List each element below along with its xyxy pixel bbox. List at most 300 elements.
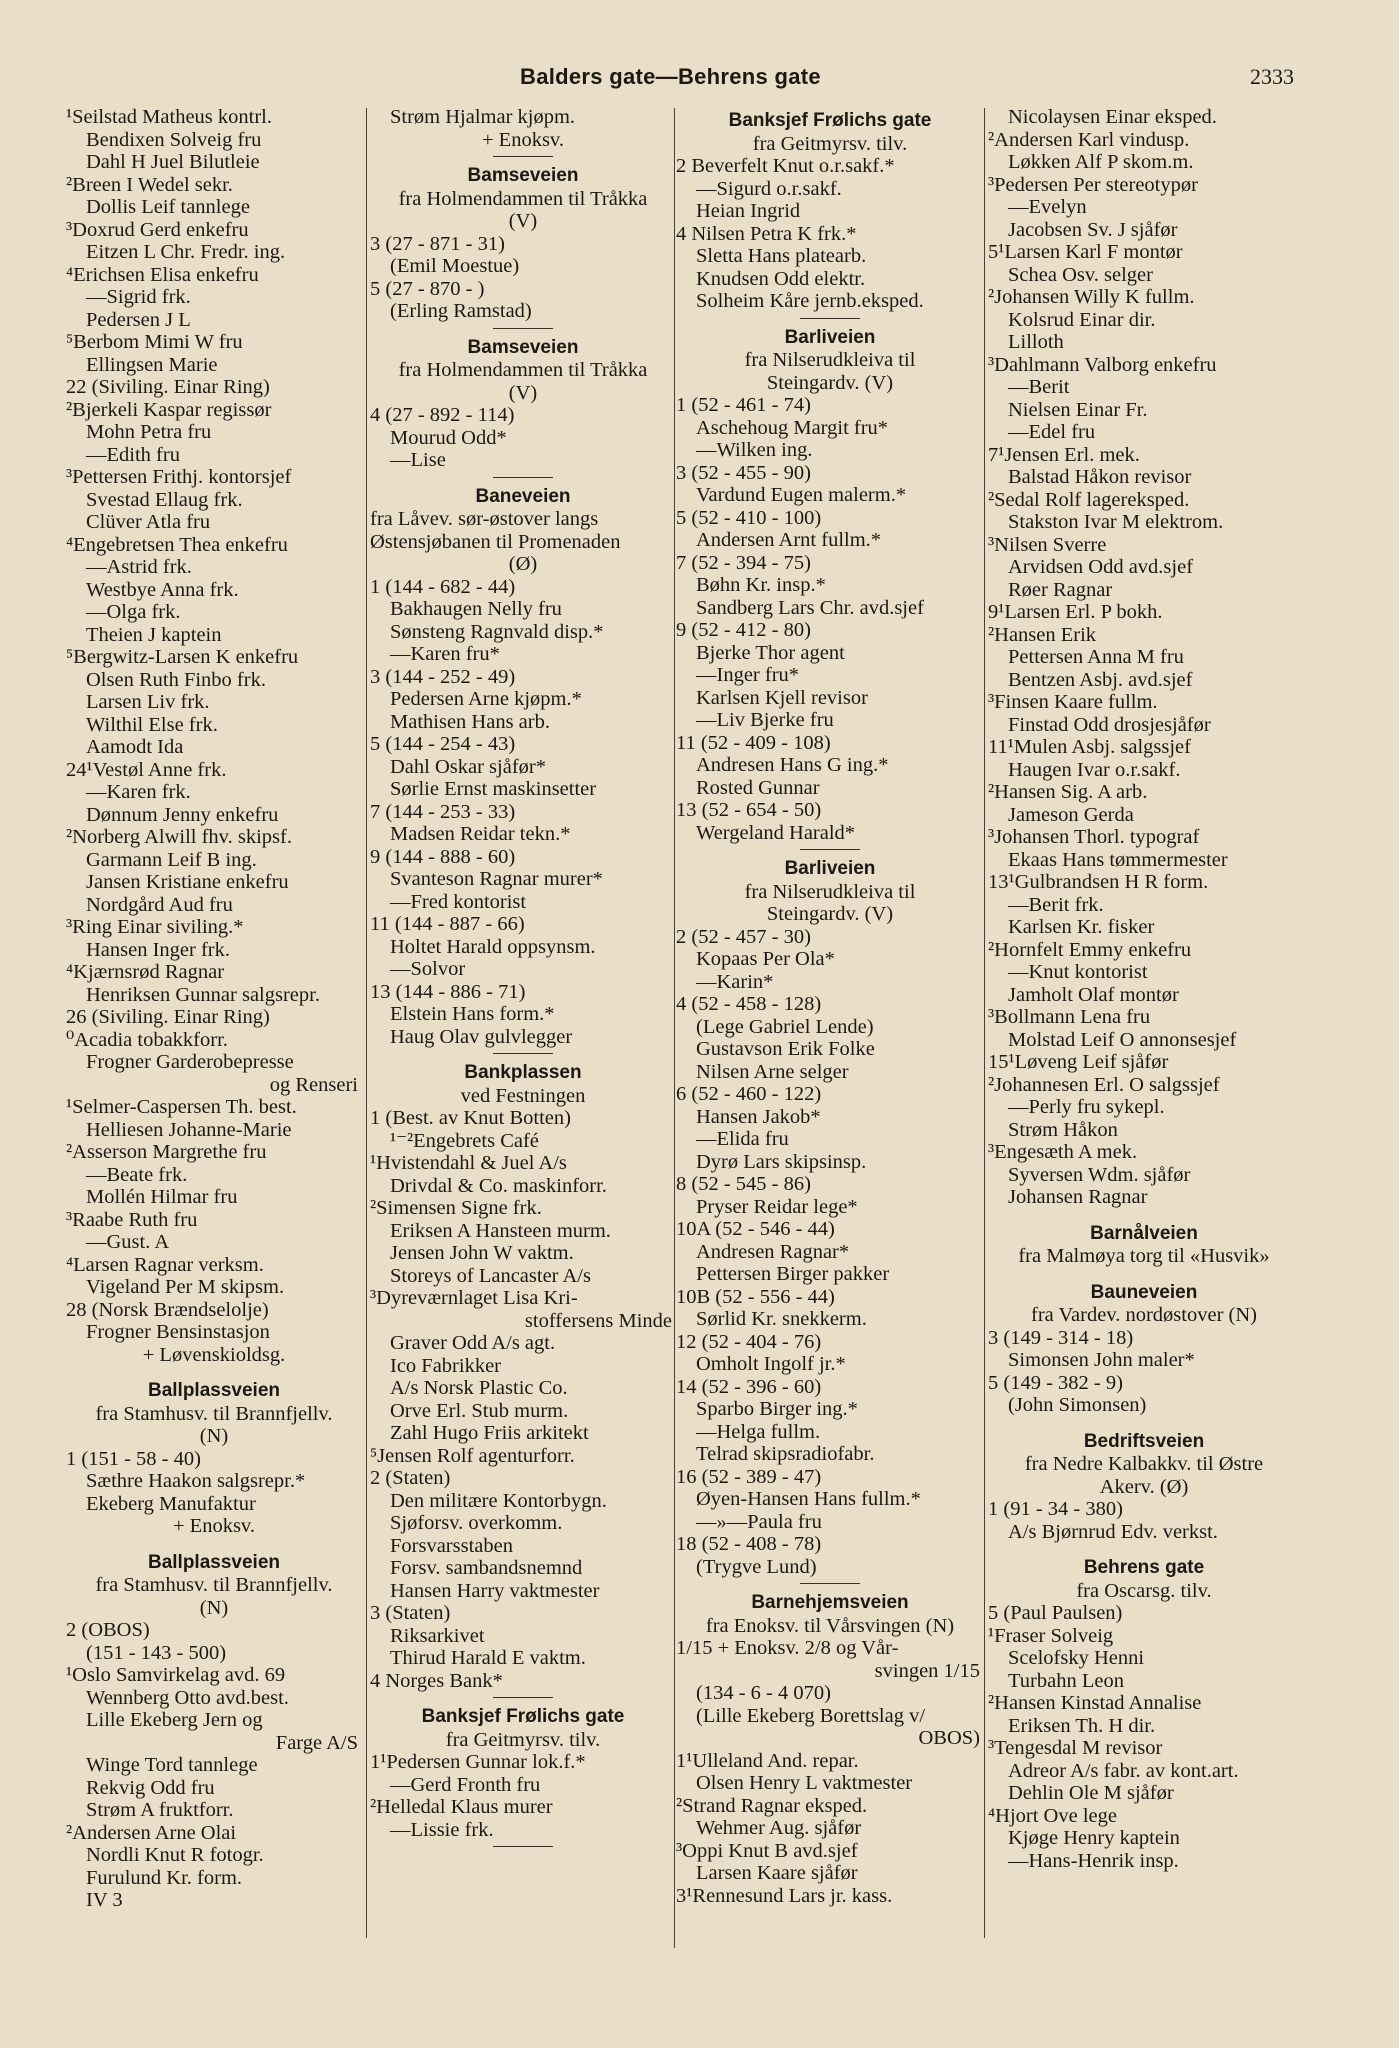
directory-line: OBOS) [918, 1727, 980, 1749]
directory-line: ³Finsen Kaare fullm. [988, 691, 1158, 713]
directory-line: 5 (52 - 410 - 100) [676, 506, 822, 529]
directory-line: Pettersen Birger pakker [696, 1263, 890, 1285]
directory-line: Balstad Håkon revisor [1008, 466, 1192, 488]
directory-line: —Olga frk. [86, 601, 181, 623]
street-heading: Barliveien [784, 326, 876, 348]
directory-line: ²Norberg Alwill fhv. skipsf. [66, 826, 292, 848]
directory-line: 1 (144 - 682 - 44) [370, 575, 516, 598]
section-separator [370, 1841, 676, 1851]
directory-line: —Evelyn [1008, 196, 1087, 218]
directory-line: fra Nilserudkleiva til [744, 880, 916, 903]
street-heading: Banksjef Frølichs gate [728, 110, 932, 131]
directory-line: Steingardv. (V) [766, 371, 894, 394]
directory-line: Nilsen Arne selger [696, 1060, 849, 1083]
directory-line: —Knut kontorist [1008, 961, 1148, 983]
directory-line: ²Helledal Klaus murer [370, 1796, 553, 1818]
directory-line: Farge A/S [275, 1731, 358, 1754]
directory-line: (Erling Ramstad) [390, 300, 532, 322]
directory-line: Strøm Hjalmar kjøpm. [390, 106, 576, 128]
directory-line: Pedersen J L [86, 308, 191, 331]
directory-line: Sæthre Haakon salgsrepr.* [86, 1470, 306, 1492]
directory-line: Ekaas Hans tømmermester [1008, 848, 1228, 871]
page-title: Balders gate—Behrens gate [520, 64, 821, 89]
directory-line: —Lise [390, 449, 446, 471]
directory-line: ²Bjerkeli Kaspar regissør [66, 398, 272, 421]
directory-line: Hansen Jakob* [696, 1105, 821, 1128]
directory-line: 5 (Paul Paulsen) [988, 1602, 1123, 1624]
directory-line: Dyrø Lars skipsinsp. [696, 1150, 867, 1173]
directory-line: 3 (144 - 252 - 49) [370, 665, 516, 688]
directory-line: Drivdal & Co. maskinforr. [390, 1174, 607, 1197]
directory-line: ⁵Berbom Mimi W fru [66, 331, 243, 353]
section-gap [988, 1268, 1300, 1278]
directory-line: (Ø) [508, 553, 538, 575]
directory-line: ²Hansen Kinstad Annalise [988, 1692, 1202, 1714]
directory-line: Nielsen Einar Fr. [1008, 398, 1148, 421]
directory-line: Øyen-Hansen Hans fullm.* [696, 1488, 921, 1510]
directory-line: Hansen Harry vaktmester [390, 1579, 600, 1602]
directory-line: (Trygve Lund) [696, 1555, 817, 1578]
directory-line: (N) [199, 1425, 229, 1447]
street-heading: Bauneveien [1090, 1281, 1198, 1303]
section-separator [676, 1578, 984, 1588]
directory-line: ¹⁻²Engebrets Café [390, 1129, 539, 1152]
directory-line: —Elida fru [696, 1128, 789, 1150]
directory-line: 3¹Rennesund Lars jr. kass. [676, 1884, 893, 1907]
directory-line: Scelofsky Henni [1008, 1647, 1145, 1669]
directory-line: ²Andersen Karl vindusp. [988, 128, 1190, 151]
section-separator [370, 1692, 676, 1702]
directory-line: fra Malmøya torg til «Husvik» [1018, 1245, 1270, 1267]
directory-line: —Gust. A [86, 1231, 170, 1253]
directory-line: —Solvor [390, 958, 466, 980]
street-heading: Baneveien [475, 485, 571, 507]
directory-line: ³Johansen Thorl. typograf [988, 826, 1200, 848]
directory-line: 1 (Best. av Knut Botten) [370, 1107, 571, 1129]
directory-line: ³Raabe Ruth fru [66, 1208, 198, 1231]
directory-line: Vigeland Per M skipsm. [86, 1276, 285, 1298]
directory-line: (N) [199, 1596, 229, 1619]
directory-line: fra Låvev. sør-østover langs [370, 508, 599, 530]
directory-line: Andresen Hans G ing.* [696, 754, 889, 776]
directory-line: —Karin* [696, 970, 774, 993]
directory-line: Sandberg Lars Chr. avd.sjef [696, 596, 924, 619]
directory-line: ³Nilsen Sverre [988, 533, 1107, 556]
street-heading: Behrens gate [1083, 1557, 1205, 1578]
directory-line: fra Geitmyrsv. tilv. [752, 132, 908, 155]
directory-line: 12 (52 - 404 - 76) [676, 1330, 822, 1353]
directory-line: Frogner Garderobepresse [86, 1051, 294, 1073]
directory-line: 2 (52 - 457 - 30) [676, 925, 811, 948]
directory-line: Forsvarsstaben [390, 1534, 513, 1557]
directory-line: Dahl H Juel Bilutleie [86, 151, 260, 173]
directory-line: 13¹Gulbrandsen H R form. [988, 871, 1209, 893]
directory-line: 9¹Larsen Erl. P bokh. [988, 601, 1163, 623]
directory-line: 5 (144 - 254 - 43) [370, 733, 516, 755]
section-gap [66, 1538, 362, 1548]
directory-line: ¹Hvistendahl & Juel A/s [370, 1152, 567, 1174]
directory-line: Strøm A fruktforr. [86, 1799, 234, 1821]
directory-line: Sønsteng Ragnvald disp.* [390, 620, 604, 643]
directory-line: 1¹Pedersen Gunnar lok.f.* [370, 1751, 586, 1773]
directory-line: Nordgård Aud fru [86, 893, 233, 916]
directory-line: ³Ring Einar siviling.* [66, 916, 244, 938]
directory-line: 4 (52 - 458 - 128) [676, 993, 822, 1015]
directory-line: Lille Ekeberg Jern og [86, 1709, 263, 1731]
directory-line: —Fred kontorist [390, 890, 527, 913]
directory-line: 4 (27 - 892 - 114) [370, 404, 515, 426]
directory-line: 6 (52 - 460 - 122) [676, 1083, 822, 1105]
street-heading: Barliveien [784, 858, 876, 879]
directory-line: 13 (144 - 886 - 71) [370, 980, 526, 1003]
directory-line: —Perly fru sykepl. [1008, 1096, 1165, 1118]
directory-line: 13 (52 - 654 - 50) [676, 799, 822, 821]
directory-line: fra Holmendammen til Tråkka [398, 187, 648, 210]
directory-line: ³Bollmann Lena fru [988, 1006, 1151, 1028]
directory-line: Lilloth [1008, 331, 1064, 353]
directory-line: Clüver Atla fru [86, 511, 211, 533]
directory-line: ³Dyreværnlaget Lisa Kri- [370, 1287, 578, 1309]
directory-line: Wehmer Aug. sjåfør [696, 1817, 862, 1839]
directory-line: ³Engesæth A mek. [988, 1141, 1138, 1163]
directory-line: Den militære Kontorbygn. [390, 1489, 607, 1512]
street-heading: Ballplassveien [147, 1380, 281, 1401]
directory-line: Eitzen L Chr. Fredr. ing. [86, 241, 286, 263]
directory-line: 9 (52 - 412 - 80) [676, 619, 811, 641]
street-heading: Bedriftsveien [1083, 1430, 1205, 1452]
directory-line: Molstad Leif O annonsesjef [1008, 1028, 1237, 1051]
directory-line: ⁰Acadia tobakkforr. [66, 1028, 228, 1051]
directory-line: ²Asserson Margrethe fru [66, 1141, 267, 1163]
directory-line: —Berit frk. [1008, 893, 1104, 916]
directory-line: 11 (52 - 409 - 108) [676, 731, 831, 754]
directory-line: fra Nedre Kalbakkv. til Østre [1024, 1453, 1264, 1475]
directory-line: ²Sedal Rolf lagereksped. [988, 488, 1190, 511]
directory-line: 1/15 + Enoksv. 2/8 og Vår- [676, 1637, 899, 1659]
directory-line: Garmann Leif B ing. [86, 848, 257, 871]
column-divider [366, 108, 367, 1938]
directory-line: Hansen Inger frk. [86, 938, 231, 961]
directory-line: ¹Fraser Solveig [988, 1624, 1114, 1647]
directory-line: Bjerke Thor agent [696, 641, 845, 664]
directory-line: ¹Selmer-Caspersen Th. best. [66, 1096, 297, 1118]
directory-line: og Renseri [269, 1073, 358, 1096]
directory-line: ²Hansen Sig. A arb. [988, 781, 1148, 803]
directory-line: fra Enoksv. til Vårsvingen (N) [705, 1614, 955, 1637]
column-3 [676, 106, 984, 1936]
directory-line: ⁴Erichsen Elisa enkefru [66, 263, 259, 286]
street-heading: Ballplassveien [147, 1551, 281, 1573]
directory-line: Wennberg Otto avd.best. [86, 1686, 289, 1709]
directory-line: Jacobsen Sv. J sjåfør [1008, 218, 1178, 241]
directory-line: Solheim Kåre jernb.eksped. [696, 290, 924, 312]
directory-line: Sørlid Kr. snekkerm. [696, 1308, 867, 1330]
directory-line: Eriksen A Hansteen murm. [390, 1219, 611, 1242]
directory-line: Westbye Anna frk. [86, 578, 239, 601]
directory-line: Telrad skipsradiofabr. [696, 1443, 875, 1465]
directory-line: —Astrid frk. [86, 556, 192, 578]
page-number: 2333 [1250, 64, 1294, 89]
directory-line: A/s Norsk Plastic Co. [390, 1377, 568, 1399]
directory-line: Graver Odd A/s agt. [390, 1332, 556, 1354]
directory-line: —Edith fru [86, 443, 180, 466]
directory-line: ³Oppi Knut B avd.sjef [676, 1839, 858, 1862]
directory-line: ⁴Larsen Ragnar verksm. [66, 1253, 264, 1276]
directory-line: (Lille Ekeberg Borettslag v/ [696, 1704, 926, 1727]
directory-line: 9 (144 - 888 - 60) [370, 845, 516, 868]
directory-line: 5 (27 - 870 - ) [370, 277, 485, 300]
directory-line: Johansen Ragnar [1008, 1186, 1148, 1208]
directory-line: Haugen Ivar o.r.sakf. [1008, 758, 1181, 781]
directory-line: 28 (Norsk Brændselolje) [66, 1298, 269, 1321]
directory-line: ²Hornfelt Emmy enkefru [988, 938, 1192, 961]
directory-line: ⁴Hjort Ove lege [988, 1804, 1117, 1827]
directory-line: 5¹Larsen Karl F montør [988, 241, 1183, 263]
section-separator [370, 1048, 676, 1058]
directory-line: 3 (52 - 455 - 90) [676, 461, 811, 484]
directory-line: Jansen Kristiane enkefru [86, 871, 289, 893]
directory-line: Bakhaugen Nelly fru [390, 598, 562, 620]
directory-line: fra Stamhusv. til Brannfjellv. [95, 1574, 333, 1596]
directory-line: Theien J kaptein [86, 623, 222, 646]
directory-line: —Edel fru [1008, 421, 1096, 443]
directory-line: Pryser Reidar lege* [696, 1195, 858, 1218]
directory-line: Sparbo Birger ing.* [696, 1398, 858, 1420]
directory-line: 11¹Mulen Asbj. salgssjef [988, 736, 1191, 758]
directory-line: ²Hansen Erik [988, 623, 1097, 646]
directory-line: Bøhn Kr. insp.* [696, 574, 826, 596]
section-separator [370, 151, 676, 161]
directory-line: Jensen John W vaktm. [390, 1242, 574, 1264]
directory-line: stoffersens Minde [524, 1309, 672, 1332]
street-heading: Bamseveien [467, 336, 579, 358]
directory-line: Vardund Eugen malerm.* [696, 484, 907, 506]
street-heading: Bamseveien [467, 165, 579, 186]
directory-line: 7 (52 - 394 - 75) [676, 551, 811, 574]
directory-line: Simonsen John maler* [1008, 1349, 1195, 1371]
directory-line: —Sigurd o.r.sakf. [696, 177, 842, 200]
directory-line: (Emil Moestue) [390, 255, 520, 277]
directory-line: ³Doxrud Gerd enkefru [66, 218, 249, 241]
directory-line: (134 - 6 - 4 070) [696, 1682, 831, 1704]
directory-line: (V) [508, 210, 538, 232]
directory-line: ⁵Jensen Rolf agenturforr. [370, 1444, 575, 1467]
directory-line: Madsen Reidar tekn.* [390, 823, 571, 845]
street-heading: Bankplassen [464, 1062, 582, 1083]
directory-line: Karlsen Kjell revisor [696, 686, 868, 709]
directory-line: ⁴Engebretsen Thea enkefru [66, 533, 288, 556]
directory-line: + Enoksv. [173, 1515, 255, 1537]
directory-line: 3 (149 - 314 - 18) [988, 1326, 1134, 1349]
directory-line: ²Simensen Signe frk. [370, 1197, 542, 1219]
directory-line: Sletta Hans platearb. [696, 245, 867, 267]
directory-line: Nordli Knut R fotogr. [86, 1844, 264, 1866]
directory-line: Olsen Ruth Finbo frk. [86, 668, 266, 691]
directory-line: 7 (144 - 253 - 33) [370, 800, 516, 823]
directory-line: ⁵Bergwitz-Larsen K enkefru [66, 646, 299, 668]
directory-line: Heian Ingrid [696, 200, 801, 222]
directory-line: ²Johannesen Erl. O salgssjef [988, 1073, 1220, 1096]
directory-line: Nicolaysen Einar eksped. [1008, 106, 1217, 128]
directory-line: ³Pedersen Per stereotypør [988, 173, 1198, 196]
directory-line: Røer Ragnar [1008, 578, 1113, 601]
section-separator [370, 472, 676, 482]
directory-line: Arvidsen Odd avd.sjef [1008, 556, 1194, 578]
directory-line: Dahl Oskar sjåfør* [390, 755, 546, 778]
directory-line: ²Strand Ragnar eksped. [676, 1794, 868, 1817]
directory-line: Gustavson Erik Folke [696, 1038, 875, 1060]
directory-line: 4 Norges Bank* [370, 1669, 503, 1692]
directory-line: Larsen Kaare sjåfør [696, 1862, 858, 1884]
directory-line: Mourud Odd* [390, 426, 507, 449]
directory-line: Bendixen Solveig fru [86, 128, 262, 151]
directory-line: Dollis Leif tannlege [86, 196, 250, 218]
directory-line: —Karen fru* [390, 643, 500, 665]
directory-line: Ekeberg Manufaktur [86, 1492, 256, 1515]
directory-line: Knudsen Odd elektr. [696, 267, 866, 290]
directory-line: —Lissie frk. [390, 1818, 494, 1841]
directory-line: Omholt Ingolf jr.* [696, 1353, 846, 1375]
directory-line: Dønnum Jenny enkefru [86, 803, 279, 826]
directory-line: Rekvig Odd fru [86, 1776, 215, 1799]
section-gap [988, 1209, 1300, 1219]
directory-line: Frogner Bensinstasjon [86, 1321, 270, 1343]
directory-line: ³Tengesdal M revisor [988, 1737, 1163, 1759]
directory-line: Andersen Arnt fullm.* [696, 529, 882, 551]
directory-line: Storeys of Lancaster A/s [390, 1264, 591, 1287]
directory-line: 26 (Siviling. Einar Ring) [66, 1006, 270, 1028]
directory-line: + Løvenskioldsg. [142, 1343, 286, 1366]
directory-line: Elstein Hans form.* [390, 1003, 555, 1025]
column-divider [984, 108, 985, 1938]
directory-line: Haug Olav gulvlegger [390, 1025, 573, 1048]
page-header [0, 64, 1399, 98]
directory-line: Schea Osv. selger [1008, 263, 1153, 286]
directory-line: IV 3 [86, 1889, 123, 1911]
directory-line: 2 Beverfelt Knut o.r.sakf.* [676, 155, 895, 177]
directory-line: Karlsen Kr. fisker [1008, 916, 1155, 938]
directory-line: 16 (52 - 389 - 47) [676, 1465, 822, 1488]
directory-line: 1 (91 - 34 - 380) [988, 1498, 1123, 1520]
directory-line: Thirud Harald E vaktm. [390, 1647, 586, 1669]
directory-line: —Karen frk. [86, 781, 191, 803]
directory-line: 22 (Siviling. Einar Ring) [66, 376, 270, 398]
directory-line: (151 - 143 - 500) [86, 1641, 227, 1664]
directory-line: Svestad Ellaug frk. [86, 488, 243, 511]
directory-line: Riksarkivet [390, 1624, 485, 1647]
directory-line: fra Geitmyrsv. tilv. [445, 1728, 601, 1751]
directory-line: 2 (OBOS) [66, 1619, 150, 1641]
directory-line: Henriksen Gunnar salgsrepr. [86, 983, 320, 1006]
directory-line: —Helga fullm. [696, 1420, 821, 1443]
street-heading: Barnehjemsveien [751, 1592, 909, 1613]
directory-line: 24¹Vestøl Anne frk. [66, 758, 227, 781]
directory-line: Mohn Petra fru [86, 421, 212, 443]
directory-line: Strøm Håkon [1008, 1118, 1118, 1141]
directory-line: Svanteson Ragnar murer* [390, 868, 603, 890]
street-heading: Banksjef Frølichs gate [421, 1706, 625, 1727]
directory-line: Sjøforsv. overkomm. [390, 1512, 563, 1534]
directory-line: + Enoksv. [482, 128, 564, 151]
directory-line: Løkken Alf P skom.m. [1008, 151, 1194, 173]
directory-line: Rosted Gunnar [696, 776, 820, 799]
directory-line: (V) [508, 381, 538, 404]
directory-line: 5 (149 - 382 - 9) [988, 1371, 1123, 1394]
directory-line: Kjøge Henry kaptein [1008, 1827, 1180, 1849]
section-gap [66, 1366, 362, 1376]
directory-line: Andresen Ragnar* [696, 1240, 850, 1263]
directory-line: (John Simonsen) [1008, 1394, 1147, 1416]
directory-line: 4 Nilsen Petra K frk.* [676, 222, 857, 245]
directory-line: 10B (52 - 556 - 44) [676, 1285, 835, 1308]
directory-line: ved Festningen [460, 1084, 586, 1107]
directory-line: —Gerd Fronth fru [390, 1773, 541, 1796]
directory-line: svingen 1/15 [874, 1659, 980, 1682]
column-1 [66, 106, 362, 1936]
directory-line: Turbahn Leon [1008, 1669, 1124, 1692]
directory-line: fra Vardev. nordøstover (N) [1031, 1304, 1257, 1326]
directory-line: Akerv. (Ø) [1099, 1475, 1189, 1498]
directory-line: 15¹Løveng Leif sjåfør [988, 1051, 1169, 1073]
directory-line: Wergeland Harald* [696, 821, 856, 844]
directory-line: Ico Fabrikker [390, 1354, 501, 1377]
directory-line: 11 (144 - 887 - 66) [370, 913, 525, 935]
directory-line: Eriksen Th. H dir. [1008, 1714, 1156, 1737]
directory-line: fra Stamhusv. til Brannfjellv. [95, 1402, 333, 1425]
directory-line: Larsen Liv frk. [86, 691, 210, 713]
directory-line: ²Andersen Arne Olai [66, 1821, 237, 1844]
directory-line: —Liv Bjerke fru [696, 709, 834, 731]
directory-line: Syversen Wdm. sjåfør [1008, 1163, 1191, 1186]
directory-line: Wilthil Else frk. [86, 713, 218, 736]
directory-line: ³Pettersen Frithj. kontorsjef [66, 466, 292, 488]
directory-line: fra Oscarsg. tilv. [1076, 1579, 1212, 1602]
street-heading: Barnålveien [1090, 1222, 1198, 1244]
directory-line: 8 (52 - 545 - 86) [676, 1173, 811, 1195]
directory-line: 1¹Ulleland And. repar. [676, 1749, 859, 1772]
directory-line: —Wilken ing. [696, 439, 813, 461]
directory-line: 10A (52 - 546 - 44) [676, 1218, 835, 1240]
section-separator [676, 313, 984, 323]
section-separator [370, 323, 676, 333]
directory-line: 1 (52 - 461 - 74) [676, 394, 811, 416]
directory-line: ⁴Kjærnsrød Ragnar [66, 961, 225, 983]
section-gap [988, 1417, 1300, 1427]
directory-line: Zahl Hugo Friis arkitekt [390, 1422, 589, 1444]
directory-line: Aamodt Ida [86, 736, 184, 758]
directory-line: Jameson Gerda [1008, 803, 1134, 826]
directory-line: Winge Tord tannlege [86, 1754, 258, 1776]
directory-line: Olsen Henry L vaktmester [696, 1772, 913, 1794]
column-2 [370, 106, 676, 1936]
directory-line: Helliesen Johanne-Marie [86, 1118, 292, 1141]
directory-line: Mollén Hilmar fru [86, 1186, 238, 1208]
column-4 [988, 106, 1300, 1936]
directory-line: 14 (52 - 396 - 60) [676, 1375, 822, 1398]
directory-line: Steingardv. (V) [766, 903, 894, 925]
directory-line: Finstad Odd drosjesjåfør [1008, 713, 1211, 736]
directory-line: fra Holmendammen til Tråkka [398, 359, 648, 381]
directory-line: Sørlie Ernst maskinsetter [390, 778, 597, 800]
directory-line: Adreor A/s fabr. av kont.art. [1008, 1759, 1239, 1782]
directory-line: 2 (Staten) [370, 1467, 451, 1489]
directory-line: Østensjøbanen til Promenaden [370, 530, 621, 553]
directory-line: 7¹Jensen Erl. mek. [988, 443, 1140, 466]
directory-line: A/s Bjørnrud Edv. verkst. [1008, 1520, 1218, 1543]
directory-line: 3 (Staten) [370, 1602, 451, 1624]
directory-line: Ellingsen Marie [86, 353, 218, 376]
directory-line: Pedersen Arne kjøpm.* [390, 688, 582, 710]
